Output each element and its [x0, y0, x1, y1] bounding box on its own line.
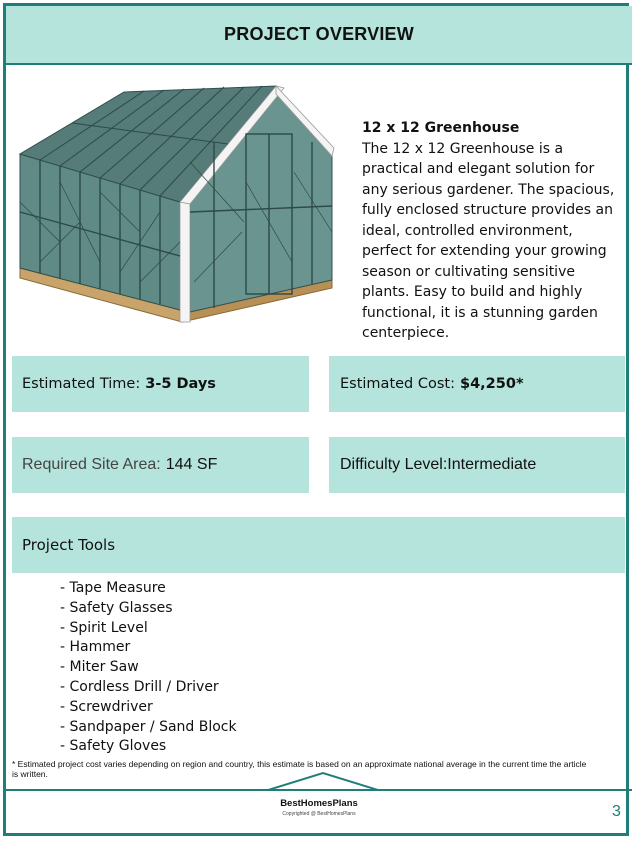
list-item: - Cordless Drill / Driver — [60, 678, 219, 695]
list-item: - Hammer — [60, 639, 131, 656]
greenhouse-illustration — [14, 82, 346, 330]
estimated-time-label: Estimated Time: — [22, 376, 141, 392]
page-number: 3 — [612, 803, 621, 820]
list-item: - Miter Saw — [60, 659, 139, 676]
list-item: - Tape Measure — [60, 580, 166, 596]
estimated-time-value: 3-5 Days — [145, 376, 216, 392]
list-item: - Spirit Level — [60, 619, 148, 636]
difficulty-text: Difficulty Level:Intermediate — [340, 456, 537, 473]
project-description-block — [362, 118, 624, 344]
cost-footnote: * Estimated project cost varies depending on region and country, this estimate is based on an approximate national average in the current time the article is written. — [12, 759, 587, 779]
site-area-box — [12, 437, 309, 493]
list-item: - Screwdriver — [60, 698, 153, 715]
footer-copyright: Copyrighted @ BestHomesPlans — [282, 811, 356, 817]
list-item: - Sandpaper / Sand Block — [60, 718, 237, 735]
project-description: The 12 x 12 Greenhouse is a practical and elegant solution for any serious gardener. The spacious, fully enclosed structure provides an ideal, controlled environment, perfect for extending your growing season or cultivating sensitive plants. Easy to build and highly functional, it is a stunning garden centerpiece. — [362, 140, 615, 341]
project-tools-heading: Project Tools — [22, 536, 116, 554]
estimated-cost-value: $4,250* — [459, 376, 524, 392]
estimated-cost-label: Estimated Cost: — [340, 376, 455, 392]
list-item: - Safety Glasses — [60, 599, 173, 616]
footer-brand: BestHomesPlans — [280, 798, 358, 809]
site-area-label: Required Site Area: — [22, 456, 161, 473]
project-title: 12 x 12 Greenhouse — [362, 120, 520, 136]
project-tools-box — [12, 517, 625, 573]
tools-list — [60, 579, 237, 757]
site-area-value: 144 SF — [165, 456, 218, 473]
estimated-time-box — [12, 356, 309, 412]
header-bar — [6, 6, 632, 65]
page-title: PROJECT OVERVIEW — [224, 24, 414, 44]
estimated-cost-box — [329, 356, 625, 412]
difficulty-box — [329, 437, 625, 493]
list-item: - Safety Gloves — [60, 738, 167, 755]
footer-divider — [6, 789, 632, 791]
